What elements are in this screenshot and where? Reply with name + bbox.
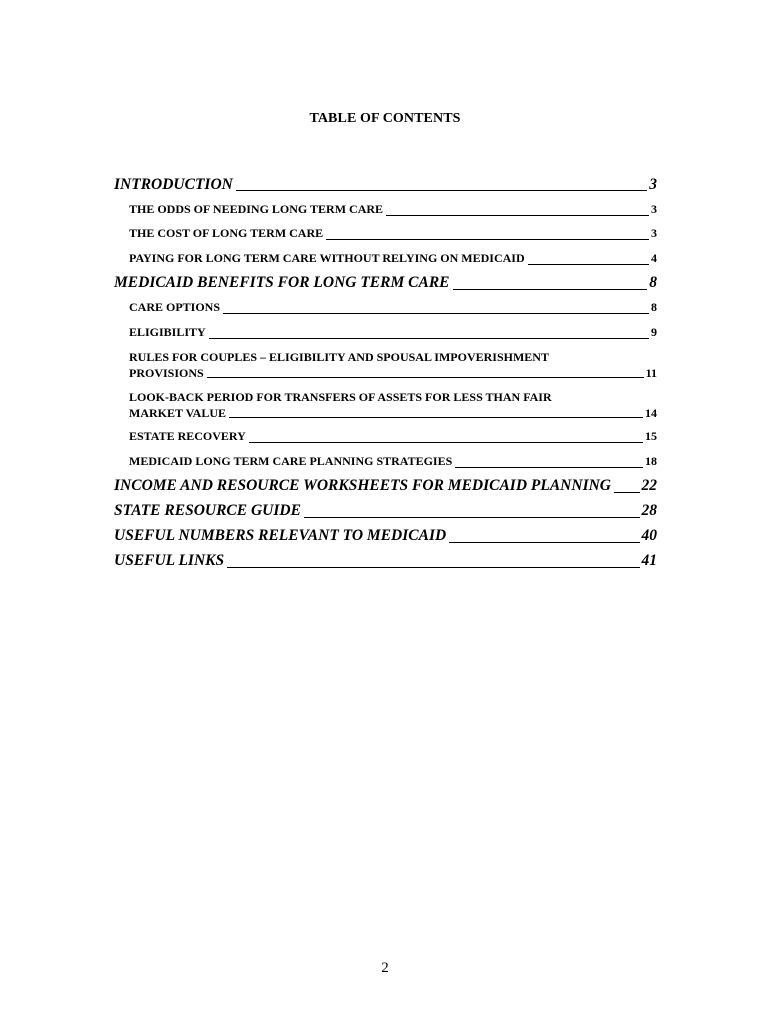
toc-leader-line [229, 416, 643, 418]
toc-page-number: 3 [649, 175, 657, 193]
toc-leader-line [207, 376, 644, 378]
toc-entry-care-options[interactable] [114, 296, 657, 321]
toc-leader-line [449, 541, 639, 543]
toc-leader-line [386, 214, 649, 216]
toc-entry-label: THE COST OF LONG TERM CARE [129, 226, 324, 241]
toc-entry-look-back[interactable] [114, 385, 657, 425]
toc-page-number: 8 [651, 300, 657, 315]
toc-leader-line [528, 263, 649, 265]
toc-leader-line [453, 288, 648, 290]
toc-entry-introduction[interactable] [114, 172, 657, 197]
toc-leader-line [249, 441, 643, 443]
toc-entry-label: PAYING FOR LONG TERM CARE WITHOUT RELYING ON MEDICAID [129, 250, 525, 265]
table-of-contents [114, 172, 657, 574]
toc-entry-label: ESTATE RECOVERY [129, 429, 246, 444]
toc-entry-planning-strategies[interactable] [114, 449, 657, 474]
toc-leader-line [209, 337, 649, 339]
toc-entry-label-continued: PROVISIONS [129, 365, 204, 380]
toc-page-number: 9 [651, 324, 657, 339]
toc-entry-label: USEFUL LINKS [114, 552, 225, 569]
toc-leader-line [223, 312, 649, 314]
toc-page-number: 18 [645, 453, 657, 468]
toc-entry-cost[interactable] [114, 222, 657, 247]
toc-page-number: 3 [651, 226, 657, 241]
toc-entry-label: USEFUL NUMBERS RELEVANT TO MEDICAID [114, 527, 447, 544]
toc-entry-estate-recovery[interactable] [114, 425, 657, 450]
toc-entry-label: MEDICAID BENEFITS FOR LONG TERM CARE [114, 274, 450, 291]
toc-entry-label: RULES FOR COUPLES – ELIGIBILITY AND SPOUSAL IMPOVERISHMENT [129, 349, 549, 364]
toc-page-number: 41 [641, 552, 657, 569]
toc-entry-useful-links[interactable] [114, 549, 657, 574]
page-title: TABLE OF CONTENTS [309, 111, 461, 126]
toc-leader-line [614, 491, 640, 493]
toc-leader-line [304, 516, 640, 518]
toc-entry-label: THE ODDS OF NEEDING LONG TERM CARE [129, 201, 384, 216]
toc-entry-worksheets[interactable] [114, 474, 657, 499]
toc-entry-label: INCOME AND RESOURCE WORKSHEETS FOR MEDICAID PLANNING [114, 477, 611, 494]
toc-entry-odds[interactable] [114, 197, 657, 222]
toc-entry-label: MEDICAID LONG TERM CARE PLANNING STRATEGIES [129, 453, 453, 468]
toc-entry-label: LOOK-BACK PERIOD FOR TRANSFERS OF ASSETS FOR LESS THAN FAIR [129, 389, 552, 404]
toc-page-number: 15 [645, 429, 657, 444]
toc-entry-label: STATE RESOURCE GUIDE [114, 502, 301, 519]
toc-leader-line [227, 566, 639, 568]
toc-page-number: 11 [645, 365, 657, 380]
toc-entry-eligibility[interactable] [114, 320, 657, 345]
toc-page-number: 14 [645, 405, 657, 420]
toc-entry-label: INTRODUCTION [114, 175, 233, 193]
toc-page-number: 3 [651, 201, 657, 216]
toc-page-number: 22 [641, 477, 657, 494]
toc-entry-label: ELIGIBILITY [129, 324, 206, 339]
toc-page-number: 40 [641, 527, 657, 544]
page-number: 2 [381, 960, 389, 976]
toc-entry-medicaid-benefits[interactable] [114, 271, 657, 296]
toc-page-number: 28 [641, 502, 657, 519]
toc-leader-line [455, 466, 643, 468]
toc-page-number: 8 [649, 274, 657, 291]
toc-entry-label: CARE OPTIONS [129, 300, 221, 315]
toc-entry-state-guide[interactable] [114, 499, 657, 524]
toc-entry-paying[interactable] [114, 246, 657, 271]
toc-leader-line [236, 189, 647, 191]
toc-leader-line [326, 238, 649, 240]
toc-page-number: 4 [651, 250, 657, 265]
toc-entry-rules-couples[interactable] [114, 345, 657, 385]
toc-entry-useful-numbers[interactable] [114, 524, 657, 549]
toc-entry-label-continued: MARKET VALUE [129, 405, 227, 420]
